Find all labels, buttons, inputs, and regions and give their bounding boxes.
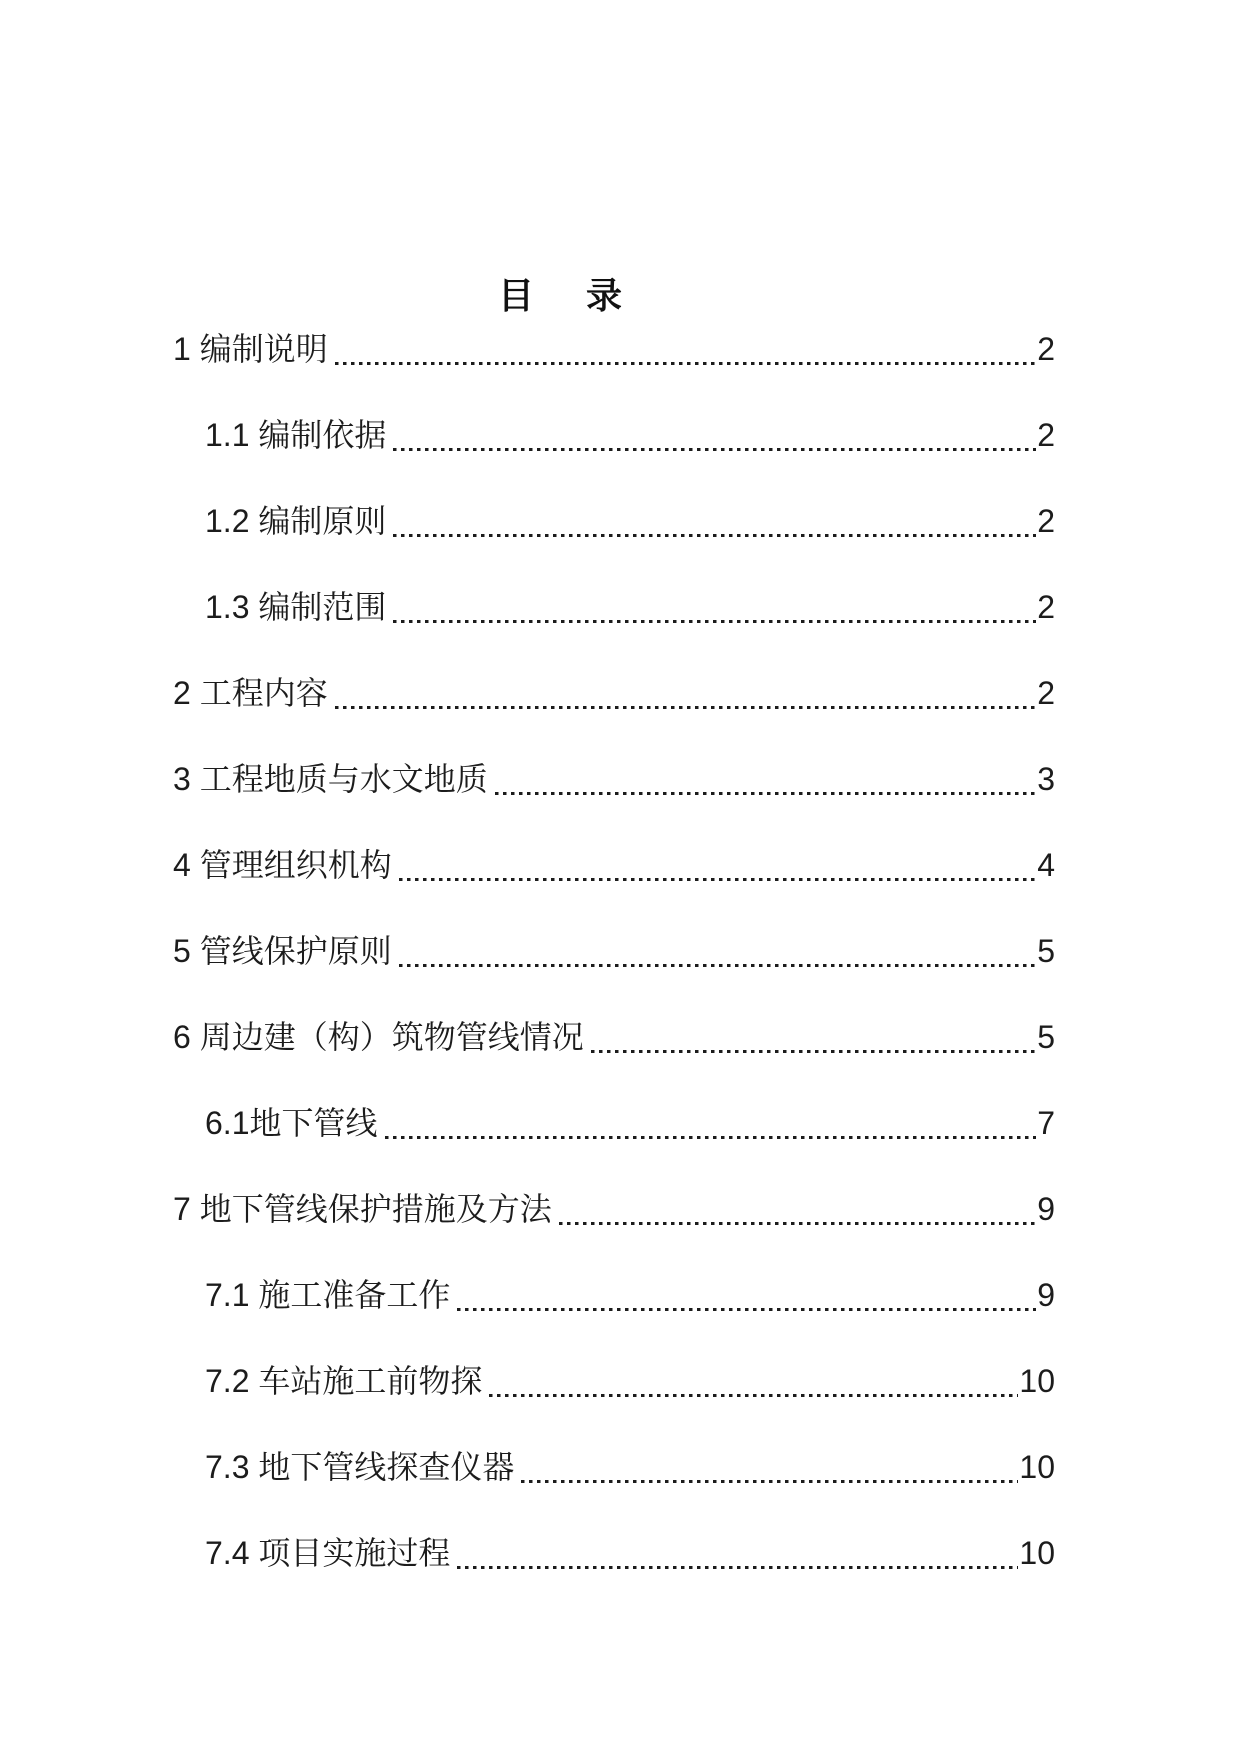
toc-entry-page: 9 (1037, 1191, 1055, 1227)
toc-entry-page: 2 (1037, 417, 1055, 453)
dot-leader (399, 935, 1037, 967)
toc-entry-page: 10 (1019, 1449, 1055, 1485)
toc-entry-page: 2 (1037, 331, 1055, 367)
toc-entry-page: 10 (1019, 1535, 1055, 1571)
dot-leader (457, 1279, 1036, 1311)
toc-entry[interactable] (173, 650, 1055, 736)
toc-entry-label: 1.1 编制依据 (205, 417, 387, 453)
dot-leader (335, 677, 1037, 709)
toc-entry-page: 2 (1037, 589, 1055, 625)
toc-entry-page: 7 (1037, 1105, 1055, 1141)
dot-leader (399, 849, 1037, 881)
toc-entry[interactable] (173, 306, 1055, 392)
toc-entry[interactable] (173, 1166, 1055, 1252)
toc-entry-page: 4 (1037, 847, 1055, 883)
toc-entry-label: 6 周边建（构）筑物管线情况 (173, 1019, 584, 1055)
toc-entry[interactable] (173, 564, 1055, 650)
toc-entry-label: 5 管线保护原则 (173, 933, 392, 969)
toc-entry-page: 9 (1037, 1277, 1055, 1313)
toc-entry-label: 3 工程地质与水文地质 (173, 761, 488, 797)
toc-entry[interactable] (173, 1252, 1055, 1338)
toc-entry[interactable] (173, 1510, 1055, 1596)
toc-entry-label: 1.3 编制范围 (205, 589, 387, 625)
dot-leader (393, 505, 1036, 537)
toc-entry-label: 7 地下管线保护措施及方法 (173, 1191, 552, 1227)
toc-entry[interactable] (173, 478, 1055, 564)
dot-leader (393, 419, 1036, 451)
toc-entry[interactable] (173, 1424, 1055, 1510)
toc-entry-label: 7.3 地下管线探查仪器 (205, 1449, 515, 1485)
toc-entry[interactable] (173, 908, 1055, 994)
toc-entry[interactable] (173, 822, 1055, 908)
toc-entry[interactable] (173, 994, 1055, 1080)
toc-entry-page: 3 (1037, 761, 1055, 797)
toc-entry-page: 10 (1019, 1363, 1055, 1399)
dot-leader (495, 763, 1037, 795)
toc-entry-label: 6.1地下管线 (205, 1105, 378, 1141)
toc-entry-page: 2 (1037, 503, 1055, 539)
toc-entry[interactable] (173, 1338, 1055, 1424)
toc-entry-label: 7.1 施工准备工作 (205, 1277, 451, 1313)
dot-leader (457, 1537, 1018, 1569)
toc-entry-label: 7.2 车站施工前物探 (205, 1363, 483, 1399)
toc-entry-page: 5 (1037, 933, 1055, 969)
toc-entry-label: 2 工程内容 (173, 675, 328, 711)
dot-leader (489, 1365, 1018, 1397)
dot-leader (335, 333, 1037, 365)
toc-entry-label: 1.2 编制原则 (205, 503, 387, 539)
dot-leader (591, 1021, 1037, 1053)
toc-entry[interactable] (173, 392, 1055, 478)
toc-entry-page: 5 (1037, 1019, 1055, 1055)
toc-entry-label: 1 编制说明 (173, 331, 328, 367)
dot-leader (385, 1107, 1037, 1139)
dot-leader (521, 1451, 1018, 1483)
toc-list (173, 306, 1055, 1596)
toc-entry-label: 4 管理组织机构 (173, 847, 392, 883)
dot-leader (393, 591, 1036, 623)
toc-entry[interactable] (173, 1080, 1055, 1166)
toc-entry-page: 2 (1037, 675, 1055, 711)
dot-leader (559, 1193, 1037, 1225)
toc-title: 目 录 (497, 275, 630, 316)
toc-entry[interactable] (173, 736, 1055, 822)
toc-entry-label: 7.4 项目实施过程 (205, 1535, 451, 1571)
